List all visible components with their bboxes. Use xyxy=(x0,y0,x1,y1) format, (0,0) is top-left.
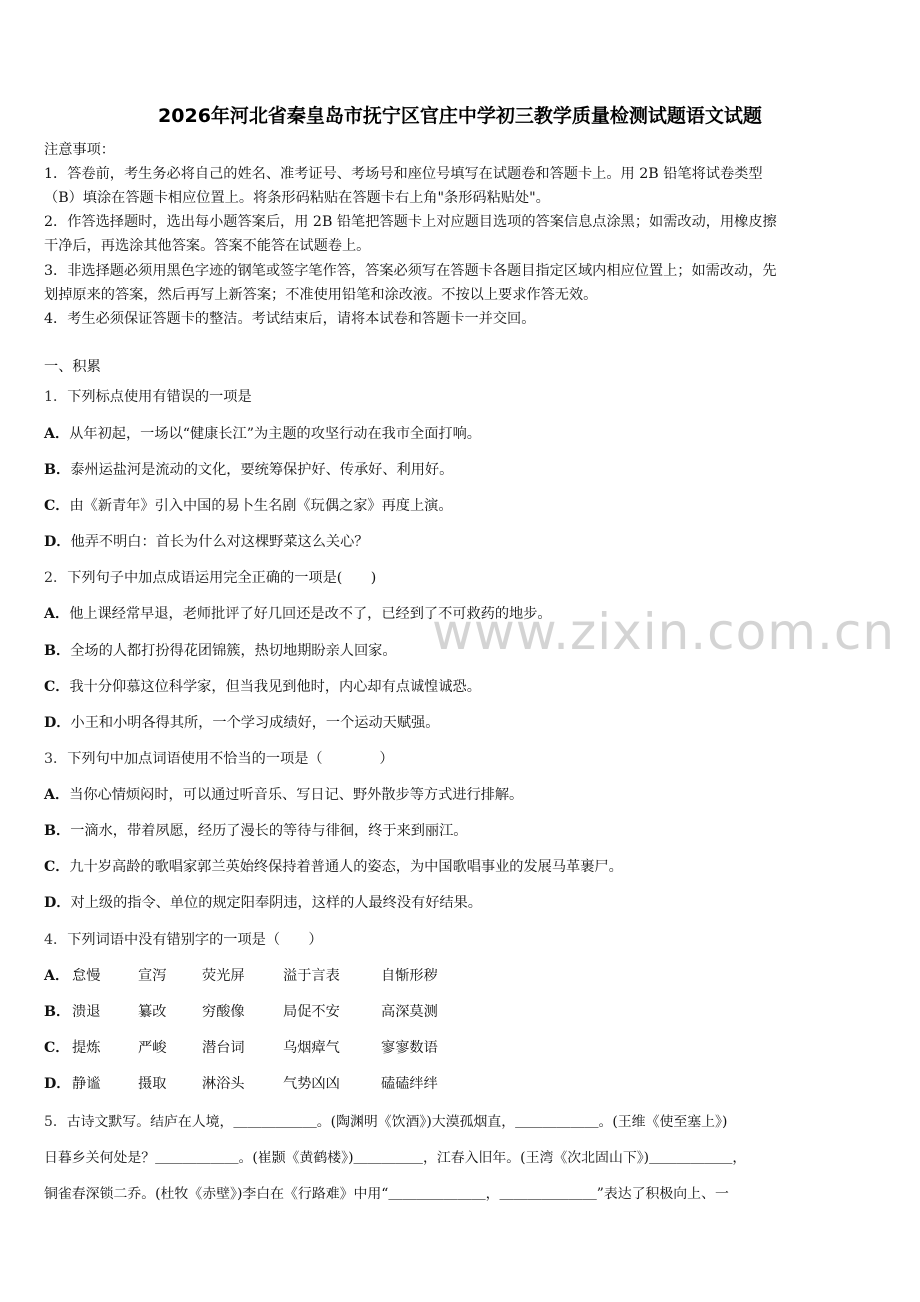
option-letter: D． xyxy=(44,715,71,731)
section-heading: 一、积累 xyxy=(44,359,101,375)
question-2-option-d xyxy=(44,712,439,732)
option-text: 对上级的指令、单位的规定阳奉阴违，这样的人最终没有好结果。 xyxy=(70,895,482,911)
word-item: 纂改 xyxy=(138,1004,167,1020)
question-4-stem xyxy=(44,929,323,949)
option-text: 泰州运盐河是流动的文化，要统筹保护好、传承好、利用好。 xyxy=(70,462,454,478)
word-item: 怠慢 xyxy=(72,968,101,984)
option-text: 九十岁高龄的歌唱家郭兰英始终保持着普通人的姿态，为中国歌唱事业的发展马革裹尸。 xyxy=(69,859,623,875)
question-1-option-d xyxy=(44,531,368,551)
notes-line: 3．非选择题必须用黑色字迹的钢笔或签字笔作答，答案必须写在答题卡各题目指定区域内相应位置上；如需改动，先 xyxy=(44,263,777,279)
option-letter: B． xyxy=(44,1004,71,1020)
question-3-option-a xyxy=(44,784,523,804)
question-text: 下列句中加点词语使用不恰当的一项是（ ） xyxy=(67,751,394,767)
option-letter: A． xyxy=(44,426,70,442)
word-item: 静谧 xyxy=(72,1076,101,1092)
option-letter: C． xyxy=(44,679,70,695)
option-text: 由《新青年》引入中国的易卜生名剧《玩偶之家》再度上演。 xyxy=(69,498,453,514)
option-letter: A． xyxy=(44,606,70,622)
option-letter: D． xyxy=(44,1076,71,1092)
question-number: 3． xyxy=(44,751,68,767)
option-text: 他弄不明白：首长为什么对这棵野菜这么关心？ xyxy=(70,534,369,550)
option-letter: B． xyxy=(44,462,71,478)
option-letter: D． xyxy=(44,895,71,911)
word-item: 溃退 xyxy=(72,1004,101,1020)
option-letter: D． xyxy=(44,534,71,550)
option-letter: B． xyxy=(44,643,71,659)
option-text: 从年初起，一场以“健康长江”为主题的攻坚行动在我市全面打响。 xyxy=(69,426,481,442)
option-text: 小王和小明各得其所，一个学习成绩好，一个运动天赋强。 xyxy=(70,715,440,731)
word-item: 乌烟瘴气 xyxy=(283,1040,340,1056)
word-item: 气势凶凶 xyxy=(283,1076,340,1092)
question-3-option-b xyxy=(44,820,467,840)
question-text: 古诗文默写。结庐在人境，＿＿＿＿＿＿。(陶渊明《饮酒》)大漠孤烟直，＿＿＿＿＿＿。(王维《使至塞上》) xyxy=(66,1114,728,1130)
question-2-option-c xyxy=(44,676,481,696)
question-text: 下列句子中加点成语运用完全正确的一项是( ) xyxy=(67,570,377,586)
question-2-option-b xyxy=(44,640,397,660)
question-number: 1． xyxy=(44,389,68,405)
word-item: 摄取 xyxy=(138,1076,167,1092)
word-item: 淋浴头 xyxy=(202,1076,245,1092)
word-item: 高深莫测 xyxy=(381,1004,438,1020)
word-item: 自惭形秽 xyxy=(381,968,438,984)
option-letter: C． xyxy=(44,859,70,875)
option-letter: B． xyxy=(44,823,71,839)
word-item: 提炼 xyxy=(72,1040,101,1056)
notes-line: 干净后，再选涂其他答案。答案不能答在试题卷上。 xyxy=(44,238,371,254)
notes-line: 划掉原来的答案，然后再写上新答案；不准使用铅笔和涂改液。不按以上要求作答无效。 xyxy=(44,287,598,303)
notes-line: 2．作答选择题时，选出每小题答案后，用 2B 铅笔把答题卡上对应题目选项的答案信息点涂黑；如需改动，用橡皮擦 xyxy=(44,214,777,230)
option-text: 全场的人都打扮得花团锦簇，热切地期盼亲人回家。 xyxy=(70,643,397,659)
option-text: 我十分仰慕这位科学家，但当我见到他时，内心却有点诚惶诚恐。 xyxy=(69,679,481,695)
question-text: 下列词语中没有错别字的一项是（ ） xyxy=(67,932,323,948)
word-item: 潜台词 xyxy=(202,1040,245,1056)
word-item: 荧光屏 xyxy=(202,968,245,984)
question-5-line: 铜雀春深锁二乔。(杜牧《赤壁》)李白在《行路难》中用“＿＿＿＿＿＿＿，＿＿＿＿＿＿＿”表达了积极向上、一 xyxy=(44,1186,729,1202)
question-1-option-c xyxy=(44,495,453,515)
option-letter: C． xyxy=(44,498,70,514)
option-text: 当你心情烦闷时，可以通过听音乐、写日记、野外散步等方式进行排解。 xyxy=(69,787,524,803)
question-text: 下列标点使用有错误的一项是 xyxy=(67,389,252,405)
question-2-stem xyxy=(44,567,376,587)
question-1-option-b xyxy=(44,459,453,479)
word-item: 磕磕绊绊 xyxy=(381,1076,438,1092)
question-5-line xyxy=(44,1110,727,1130)
option-text: 一滴水，带着夙愿，经历了漫长的等待与徘徊，终于来到丽江。 xyxy=(70,823,468,839)
question-number: 4． xyxy=(44,932,68,948)
notes-line: 1．答卷前，考生务必将自己的姓名、准考证号、考场号和座位号填写在试题卷和答题卡上。用 2B 铅笔将试卷类型 xyxy=(44,166,763,182)
word-item: 寥寥数语 xyxy=(381,1040,438,1056)
question-number: 2． xyxy=(44,570,68,586)
question-2-option-a xyxy=(44,603,552,623)
question-1-option-a xyxy=(44,423,481,443)
question-number: 5． xyxy=(44,1114,67,1130)
question-3-option-c xyxy=(44,856,623,876)
option-letter: C． xyxy=(44,1040,70,1056)
notes-heading: 注意事项： xyxy=(44,142,115,158)
word-item: 溢于言表 xyxy=(283,968,340,984)
option-letter: A． xyxy=(44,968,70,984)
notes-line: 4．考生必须保证答题卡的整洁。考试结束后，请将本试卷和答题卡一并交回。 xyxy=(44,311,536,327)
question-1-stem xyxy=(44,386,252,406)
word-item: 严峻 xyxy=(138,1040,167,1056)
option-letter: A． xyxy=(44,787,70,803)
watermark: www.zixin.com.cn xyxy=(432,603,896,661)
question-3-stem xyxy=(44,748,394,768)
option-text: 他上课经常早退，老师批评了好几回还是改不了，已经到了不可救药的地步。 xyxy=(69,606,552,622)
notes-line: （B）填涂在答题卡相应位置上。将条形码粘贴在答题卡右上角"条形码粘贴处"。 xyxy=(44,190,550,206)
page-title: 2026年河北省秦皇岛市抚宁区官庄中学初三教学质量检测试题语文试题 xyxy=(158,105,762,127)
word-item: 局促不安 xyxy=(283,1004,340,1020)
word-item: 宣泻 xyxy=(138,968,167,984)
word-item: 穷酸像 xyxy=(202,1004,245,1020)
question-3-option-d xyxy=(44,892,482,912)
question-5-line: 日暮乡关何处是？＿＿＿＿＿＿。(崔颢《黄鹤楼》)＿＿＿＿＿，江春入旧年。(王湾《次北固山下》)＿＿＿＿＿＿， xyxy=(44,1150,747,1166)
